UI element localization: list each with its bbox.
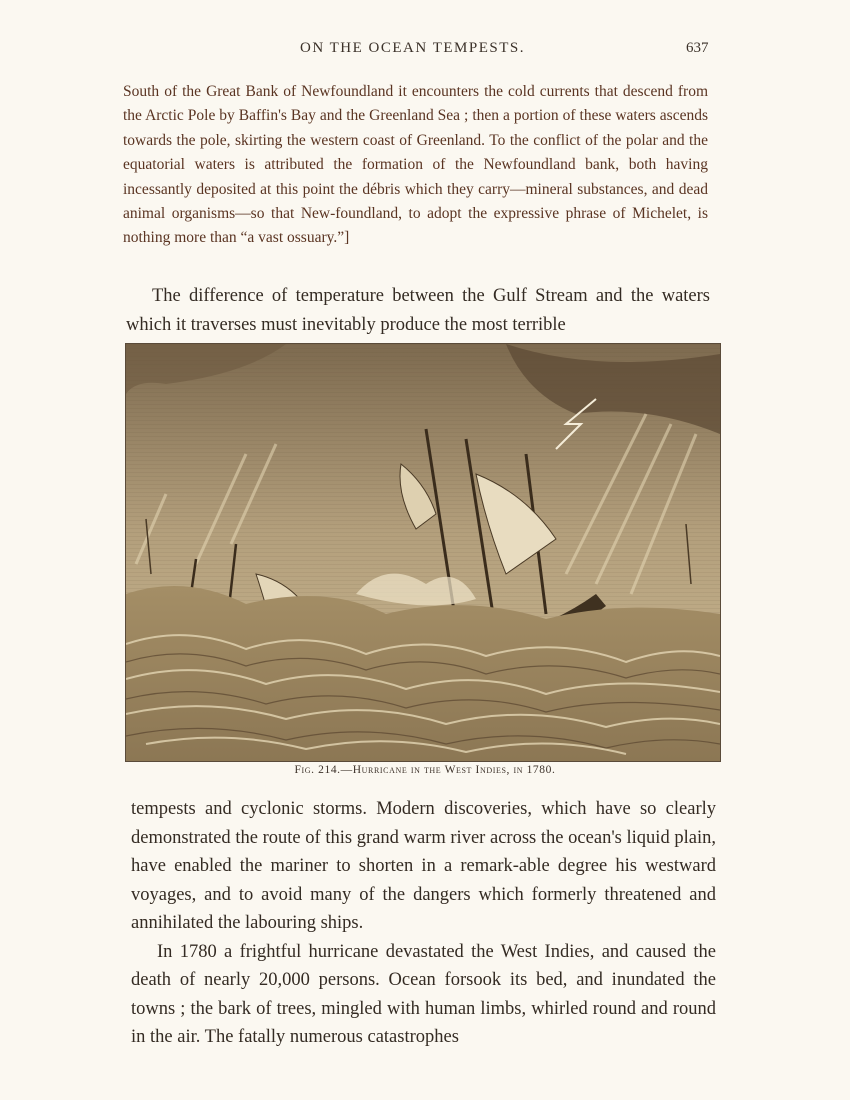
figure-caption: Fig. 214.—Hurricane in the West Indies, in 1780. [294,764,556,776]
body-paragraph-2: tempests and cyclonic storms. Modern discoveries, which have so clearly demonstrated the route of this grand warm river across the ocean's liquid plain, have enabled the mariner to shorten in a remark-able degree his westward voyages, and to avoid many of the dangers which formerly threatened and annihilated the labouring ships. [131,799,716,933]
body-text-block [131,795,716,1052]
engraving-hurricane-figure [125,343,721,762]
page-number: 637 [686,40,709,56]
running-title: ON THE OCEAN TEMPESTS. [300,40,525,56]
footnote-continuation: South of the Great Bank of Newfoundland it encounters the cold currents that descend from the Arctic Pole by Baffin's Bay and the Greenland Sea ; then a portion of these waters ascends towards the pole, skirting the western coast of Greenland. To the conflict of the polar and the equatorial waters is attributed the formation of the Newfoundland bank, both having incessantly deposited at this point the débris which they carry—mineral substances, and dead animal organisms—so that New-foundland, to adopt the expressive phrase of Michelet, is nothing more than “a vast ossuary.”] [123,83,708,247]
body-paragraph-3: In 1780 a frightful hurricane devastated the West Indies, and caused the death of nearly 20,000 persons. Ocean forsook its bed, and inundated the towns ; the bark of trees, mingled with human limbs, whirled round and round in the air. The fatally numerous catastrophes [131,941,716,1047]
storm-ship-illustration [126,344,720,761]
body-paragraph-1: The difference of temperature between the Gulf Stream and the waters which it traverses must inevitably produce the most terrible [126,286,710,335]
